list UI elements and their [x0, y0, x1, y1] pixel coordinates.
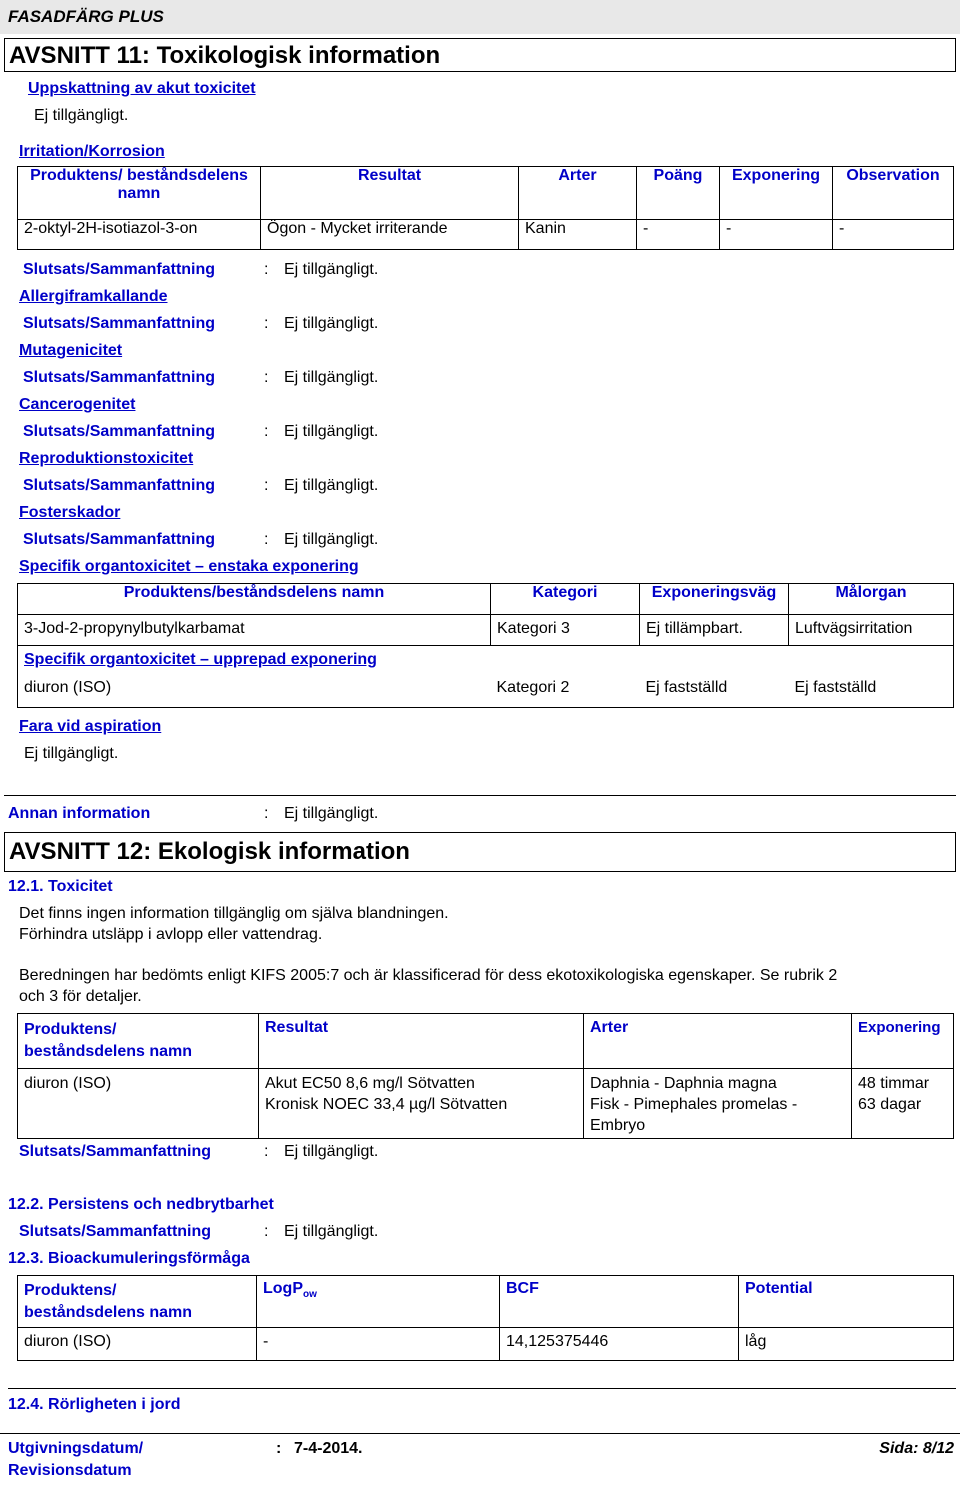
irritation-table	[17, 166, 954, 250]
cell-product: diuron (ISO)	[18, 1328, 257, 1361]
col-product: Produktens/ beståndsdelens namn	[18, 167, 261, 220]
cell-route: Ej tillämpbart.	[640, 615, 789, 646]
cell-route: Ej fastställd	[640, 676, 789, 708]
col-score: Poäng	[637, 167, 720, 220]
summary-value: Ej tillgängligt.	[284, 261, 379, 278]
aspiration-heading: Fara vid aspiration	[19, 718, 162, 735]
colon: :	[264, 477, 269, 494]
toxicity-line-2: Förhindra utsläpp i avlopp eller vattendrag.	[19, 926, 323, 943]
cell-target-organ: Luftvägsirritation	[789, 615, 954, 646]
section-11-title: AVSNITT 11: Toxikologisk information	[9, 42, 441, 69]
toxicity-paragraph-line-2: och 3 för detaljer.	[19, 988, 142, 1005]
carcinogenicity-heading: Cancerogenitet	[19, 396, 136, 413]
colon: :	[264, 805, 269, 822]
colon: :	[264, 1223, 269, 1240]
summary-label: Slutsats/Sammanfattning	[23, 261, 216, 278]
cell-species: Daphnia - Daphnia magna Fisk - Pimephales promelas - Embryo	[584, 1069, 852, 1139]
cell-logpow: -	[257, 1328, 500, 1361]
page-number: Sida: 8/12	[879, 1440, 954, 1457]
toxicity-line-1: Det finns ingen information tillgänglig om själva blandningen.	[19, 905, 449, 922]
summary-value: Ej tillgängligt.	[284, 477, 379, 494]
table-row	[18, 676, 954, 708]
colon: :	[264, 315, 269, 332]
issue-date-label: Utgivningsdatum/	[8, 1440, 144, 1457]
mutagenicity-heading: Mutagenicitet	[19, 342, 123, 359]
cell-result: Ögon - Mycket irriterande	[261, 220, 519, 250]
document-header	[0, 0, 960, 34]
allergy-heading: Allergiframkallande	[19, 288, 168, 305]
cell-exposure: 48 timmar 63 dagar	[852, 1069, 954, 1139]
summary-value: Ej tillgängligt.	[284, 1223, 379, 1240]
fetal-damage-heading: Fosterskador	[19, 504, 121, 521]
col-result: Resultat	[261, 167, 519, 220]
summary-value: Ej tillgängligt.	[284, 1143, 379, 1160]
stot-single-heading: Specifik organtoxicitet – enstaka exponering	[19, 558, 359, 575]
divider	[8, 1388, 956, 1389]
toxicity-heading: 12.1. Toxicitet	[8, 878, 113, 895]
cell-result: Akut EC50 8,6 mg/l Sötvatten Kronisk NOEC 33,4 µg/l Sötvatten	[259, 1069, 584, 1139]
summary-label: Slutsats/Sammanfattning	[23, 369, 216, 386]
col-species: Arter	[584, 1014, 852, 1069]
col-observation: Observation	[833, 167, 954, 220]
col-product: Produktens/ beståndsdelens namn	[18, 1014, 259, 1069]
col-potential: Potential	[739, 1276, 954, 1328]
col-species: Arter	[519, 167, 637, 220]
table-row	[18, 615, 954, 646]
colon: :	[264, 261, 269, 278]
irritation-heading: Irritation/Korrosion	[19, 143, 165, 160]
col-product: Produktens/ beståndsdelens namn	[18, 1276, 257, 1328]
summary-label: Slutsats/Sammanfattning	[19, 1143, 212, 1160]
colon: :	[264, 369, 269, 386]
cell-bcf: 14,125375446	[500, 1328, 739, 1361]
table-row	[18, 1069, 954, 1139]
toxicity-paragraph-line-1: Beredningen har bedömts enligt KIFS 2005:7 och är klassificerad för dess ekotoxikologiska egenskaper. Se rubrik 2	[19, 967, 838, 984]
cell-category: Kategori 3	[491, 615, 640, 646]
bioaccumulation-heading: 12.3. Bioackumuleringsförmåga	[8, 1250, 250, 1267]
col-result: Resultat	[259, 1014, 584, 1069]
cell-product: diuron (ISO)	[18, 1069, 259, 1139]
colon: :	[264, 531, 269, 548]
summary-value: Ej tillgängligt.	[284, 531, 379, 548]
cell-category: Kategori 2	[491, 676, 640, 708]
col-target-organ: Målorgan	[789, 584, 954, 615]
stot-table	[17, 583, 954, 708]
summary-label: Slutsats/Sammanfattning	[23, 477, 216, 494]
col-exposure: Exponering	[852, 1014, 954, 1069]
cell-product: diuron (ISO)	[18, 676, 491, 708]
colon: :	[264, 423, 269, 440]
stot-repeated-heading: Specifik organtoxicitet – upprepad exponering	[24, 651, 377, 668]
col-category: Kategori	[491, 584, 640, 615]
persistence-heading: 12.2. Persistens och nedbrytbarhet	[8, 1196, 274, 1213]
aspiration-value: Ej tillgängligt.	[24, 745, 119, 762]
cell-species: Kanin	[519, 220, 637, 250]
cell-target-organ: Ej fastställd	[789, 676, 954, 708]
summary-label: Slutsats/Sammanfattning	[23, 315, 216, 332]
col-logpow: LogP$_{ow}$	[257, 1276, 500, 1328]
other-info-value: Ej tillgängligt.	[284, 805, 379, 822]
section-12-title: AVSNITT 12: Ekologisk information	[9, 838, 410, 865]
divider	[4, 795, 956, 796]
table-row	[18, 220, 954, 250]
summary-value: Ej tillgängligt.	[284, 315, 379, 332]
cell-product: 3-Jod-2-propynylbutylkarbamat	[18, 615, 491, 646]
bioaccumulation-table	[17, 1275, 954, 1361]
summary-label: Slutsats/Sammanfattning	[19, 1223, 212, 1240]
issue-date-value: 7-4-2014.	[294, 1440, 363, 1457]
colon: :	[276, 1440, 282, 1457]
reproductive-toxicity-heading: Reproduktionstoxicitet	[19, 450, 194, 467]
cell-potential: låg	[739, 1328, 954, 1361]
table-row	[18, 1328, 954, 1361]
colon: :	[264, 1143, 269, 1160]
col-route: Exponeringsväg	[640, 584, 789, 615]
cell-exposure: -	[720, 220, 833, 250]
cell-score: -	[637, 220, 720, 250]
summary-value: Ej tillgängligt.	[284, 369, 379, 386]
document-footer	[0, 1433, 960, 1491]
summary-label: Slutsats/Sammanfattning	[23, 531, 216, 548]
acute-toxicity-heading: Uppskattning av akut toxicitet	[28, 80, 256, 97]
col-exposure: Exponering	[720, 167, 833, 220]
col-product: Produktens/beståndsdelens namn	[18, 584, 491, 615]
summary-value: Ej tillgängligt.	[284, 423, 379, 440]
ecotoxicity-table	[17, 1013, 954, 1139]
other-info-label: Annan information	[8, 805, 151, 822]
revision-date-label: Revisionsdatum	[8, 1462, 132, 1479]
divider	[0, 1433, 960, 1434]
acute-toxicity-value: Ej tillgängligt.	[34, 107, 129, 124]
mobility-heading: 12.4. Rörligheten i jord	[8, 1396, 181, 1413]
product-name: FASADFÄRG PLUS	[8, 7, 164, 26]
summary-label: Slutsats/Sammanfattning	[23, 423, 216, 440]
col-bcf: BCF	[500, 1276, 739, 1328]
cell-product: 2-oktyl-2H-isotiazol-3-on	[18, 220, 261, 250]
cell-observation: -	[833, 220, 954, 250]
